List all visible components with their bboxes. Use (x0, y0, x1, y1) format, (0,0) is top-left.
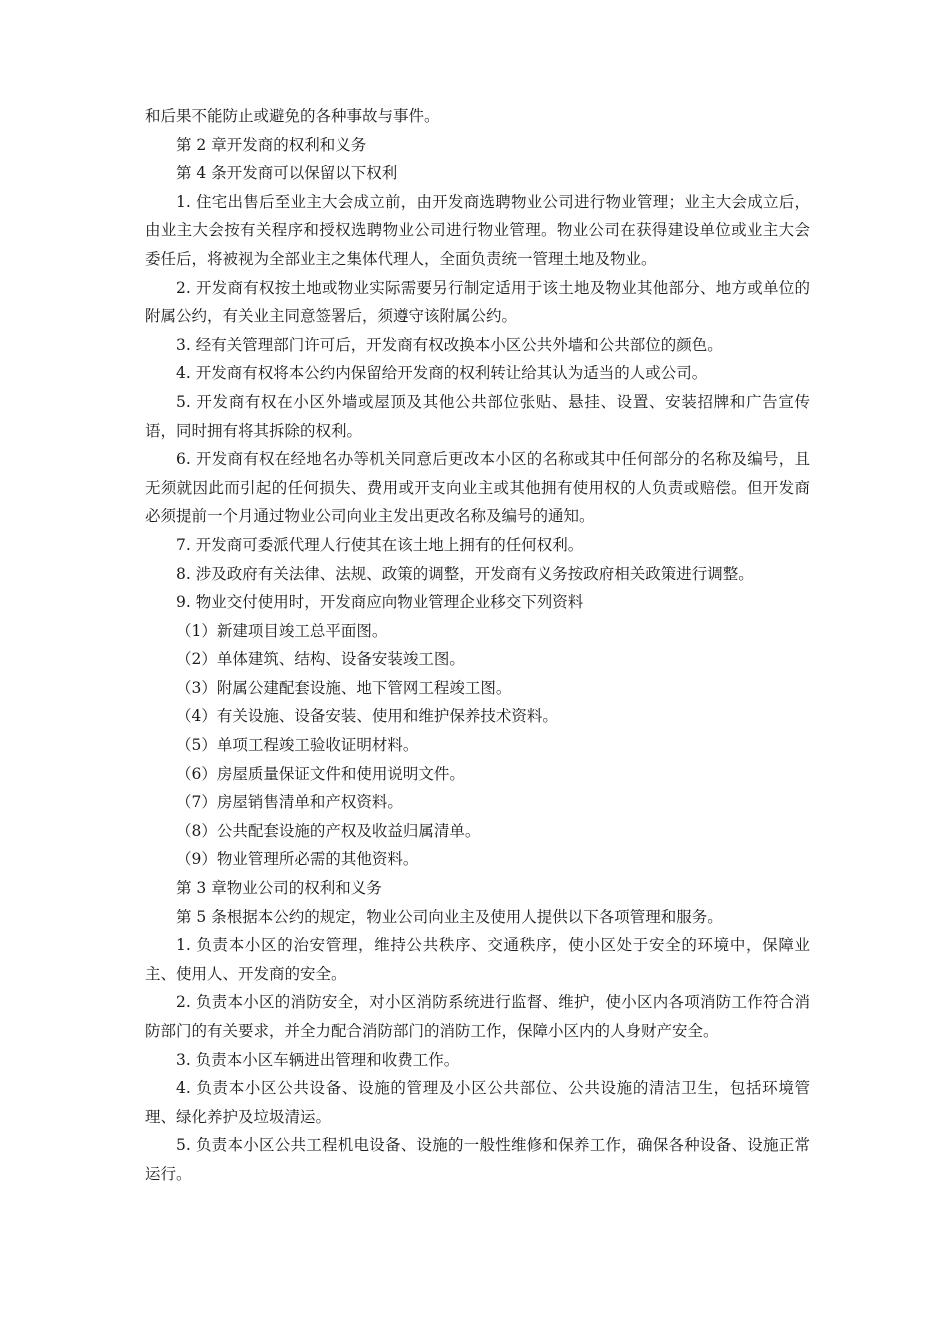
article-4-item-3: 3. 经有关管理部门许可后，开发商有权改换本小区公共外墙和公共部位的颜色。 (176, 335, 723, 354)
article-4-item-1: 1. 住宅出售后至业主大会成立前，由开发商选聘物业公司进行物业管理；业主大会成立后，由业主大会按有关程序和授权选聘物业公司进行物业管理。物业公司在获得建设单位或业主大会委任后，将被视为全部业主之集体代理人，全面负责统一管理土地及物业。 (145, 192, 810, 268)
article-4-heading: 第 4 条开发商可以保留以下权利 (176, 164, 398, 183)
article-5-item-2: 2. 负责本小区的消防安全，对小区消防系统进行监督、维护，使小区内各项消防工作符合消防部门的有关要求，并全力配合消防部门的消防工作，保障小区内的人身财产安全。 (145, 993, 810, 1040)
handover-list-item-6: （6）房屋质量保证文件和使用说明文件。 (176, 764, 465, 783)
paragraph-continuation: 和后果不能防止或避免的各种事故与事件。 (145, 107, 440, 125)
article-4-item-6: 6. 开发商有权在经地名办等机关同意后更改本小区的名称或其中任何部分的名称及编号，且无须就因此而引起的任何损失、费用或开支向业主或其他拥有使用权的人负责或赔偿。但开发商必须提前一个月通过物业公司向业主发出更改名称及编号的通知。 (145, 450, 810, 526)
article-4-item-8: 8. 涉及政府有关法律、法规、政策的调整，开发商有义务按政府相关政策进行调整。 (176, 564, 754, 583)
article-5-item-3: 3. 负责本小区车辆进出管理和收费工作。 (176, 1050, 460, 1069)
article-4-item-7: 7. 开发商可委派代理人行使其在该土地上拥有的任何权利。 (176, 535, 584, 554)
handover-list-item-4: （4）有关设施、设备安装、使用和维护保养技术资料。 (176, 707, 558, 726)
article-5-heading: 第 5 条根据本公约的规定，物业公司向业主及使用人提供以下各项管理和服务。 (176, 907, 723, 926)
handover-list-item-3: （3）附属公建配套设施、地下管网工程竣工图。 (176, 678, 512, 697)
handover-list-item-7: （7）房屋销售清单和产权资料。 (176, 793, 403, 812)
document-page (145, 102, 810, 1189)
handover-list-item-2: （2）单体建筑、结构、设备安装竣工图。 (176, 650, 465, 669)
handover-list-item-9: （9）物业管理所必需的其他资料。 (176, 850, 419, 869)
chapter-3-heading: 第 3 章物业公司的权利和义务 (176, 879, 382, 898)
article-5-item-1: 1. 负责本小区的治安管理，维持公共秩序、交通秩序，使小区处于安全的环境中，保障业主、使用人、开发商的安全。 (145, 936, 810, 983)
handover-list-item-8: （8）公共配套设施的产权及收益归属清单。 (176, 821, 481, 840)
article-4-item-4: 4. 开发商有权将本公约内保留给开发商的权利转让给其认为适当的人或公司。 (176, 364, 708, 383)
article-4-item-2: 2. 开发商有权按土地或物业实际需要另行制定适用于该土地及物业其他部分、地方或单位的附属公约，有关业主同意签署后，须遵守该附属公约。 (145, 278, 810, 326)
article-4-item-9: 9. 物业交付使用时，开发商应向物业管理企业移交下列资料 (176, 593, 584, 612)
article-5-item-5: 5. 负责本小区公共工程机电设备、设施的一般性维修和保养工作，确保各种设备、设施正常运行。 (145, 1136, 810, 1183)
article-4-item-5: 5. 开发商有权在小区外墙或屋顶及其他公共部位张贴、悬挂、设置、安装招牌和广告宣传语，同时拥有将其拆除的权利。 (145, 392, 810, 440)
handover-list-item-1: （1）新建项目竣工总平面图。 (176, 621, 388, 640)
handover-list-item-5: （5）单项工程竣工验收证明材料。 (176, 736, 419, 755)
article-5-item-4: 4. 负责本小区公共设备、设施的管理及小区公共部位、公共设施的清洁卫生，包括环境管理、绿化养护及垃圾清运。 (145, 1079, 810, 1126)
chapter-2-heading: 第 2 章开发商的权利和义务 (176, 135, 367, 154)
